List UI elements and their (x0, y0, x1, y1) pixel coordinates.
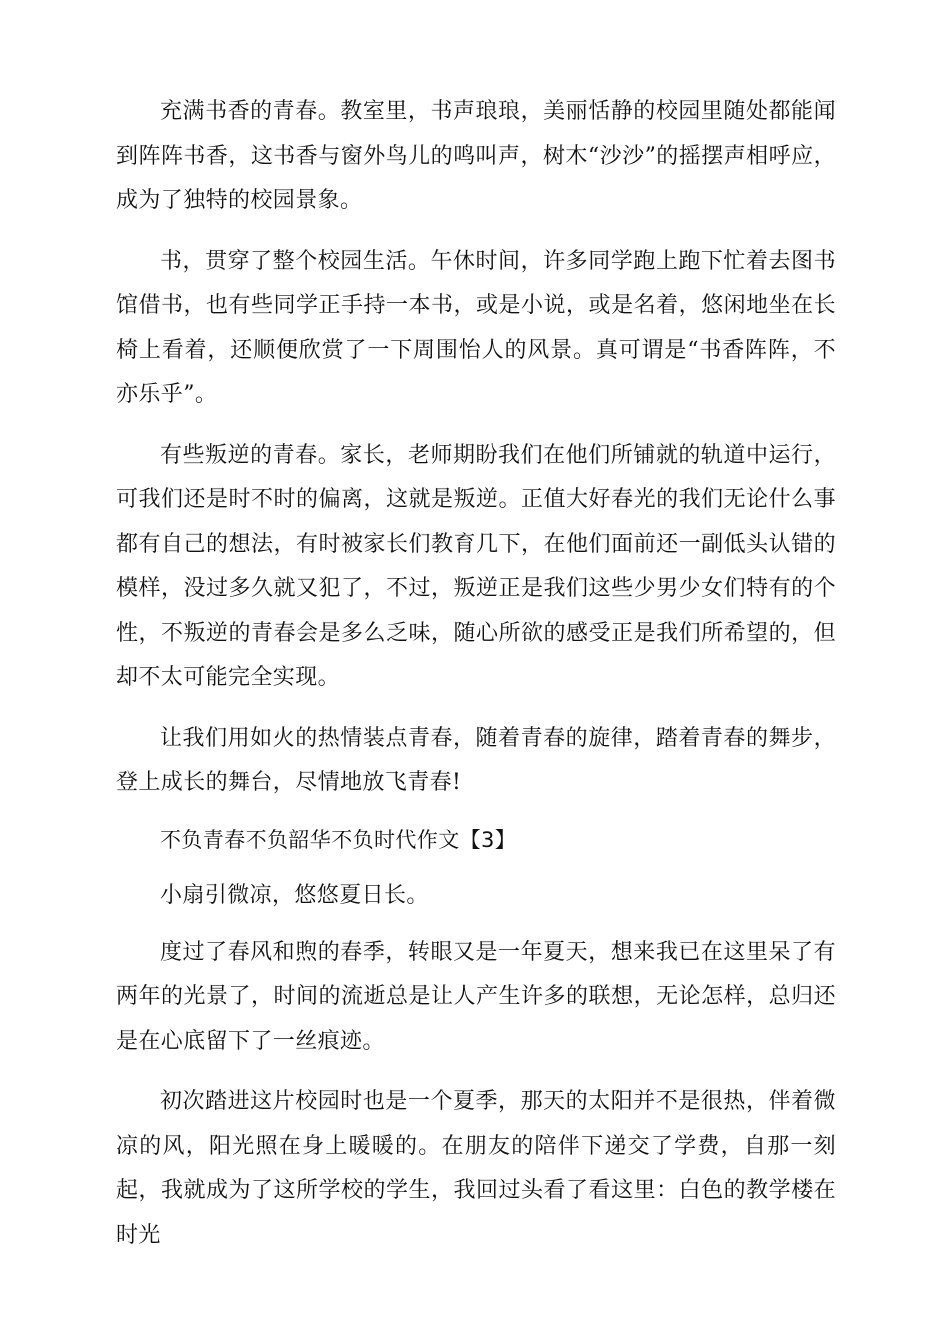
paragraph-bookish-youth: 充满书香的青春。教室里，书声琅琅，美丽恬静的校园里随处都能闻到阵阵书香，这书香与窗外鸟儿的鸣叫声，树木“沙沙”的摇摆声相呼应，成为了独特的校园景象。 (116, 99, 836, 213)
paragraph-two-years: 度过了春风和煦的春季，转眼又是一年夏天，想来我已在这里呆了有两年的光景了，时间的流逝总是让人产生许多的联想，无论怎样，总归还是在心底留下了一丝痕迹。 (116, 939, 836, 1054)
paragraph-books-campus-life: 书，贯穿了整个校园生活。午休时间，许多同学跑上跑下忙着去图书馆借书，也有些同学正手持一本书，或是小说，或是名着，悠闲地坐在长椅上看着，还顺便欣赏了一下周围怡人的风景。真可谓是“书香阵阵，不亦乐乎”。 (116, 248, 836, 407)
document-body (116, 90, 836, 1274)
paragraph-embrace-youth: 让我们用如火的热情装点青春，随着青春的旋律，踏着青春的舞步，登上成长的舞台，尽情地放飞青春! (116, 725, 836, 795)
paragraph-first-arrival: 初次踏进这片校园时也是一个夏季，那天的太阳并不是很热，伴着微凉的风，阳光照在身上暖暖的。在朋友的陪伴下递交了学费，自那一刻起，我就成为了这所学校的学生，我回过头看了看这里：白色的教学楼在时光 (116, 1089, 836, 1248)
paragraph-summer-breeze: 小扇引微凉，悠悠夏日长。 (160, 883, 429, 908)
paragraph-rebellious-youth: 有些叛逆的青春。家长，老师期盼我们在他们所铺就的轨道中运行，可我们还是时不时的偏离，这就是叛逆。正值大好春光的我们无论什么事都有自己的想法，有时被家长们教育几下，在他们面前还一副低头认错的模样，没过多久就又犯了，不过，叛逆正是我们这些少男少女们特有的个性，不叛逆的青春会是多么乏味，随心所欲的感受正是我们所希望的，但却不太可能完全实现。 (116, 442, 836, 690)
section-heading: 不负青春不负韶华不负时代作文【3】 (160, 827, 517, 852)
